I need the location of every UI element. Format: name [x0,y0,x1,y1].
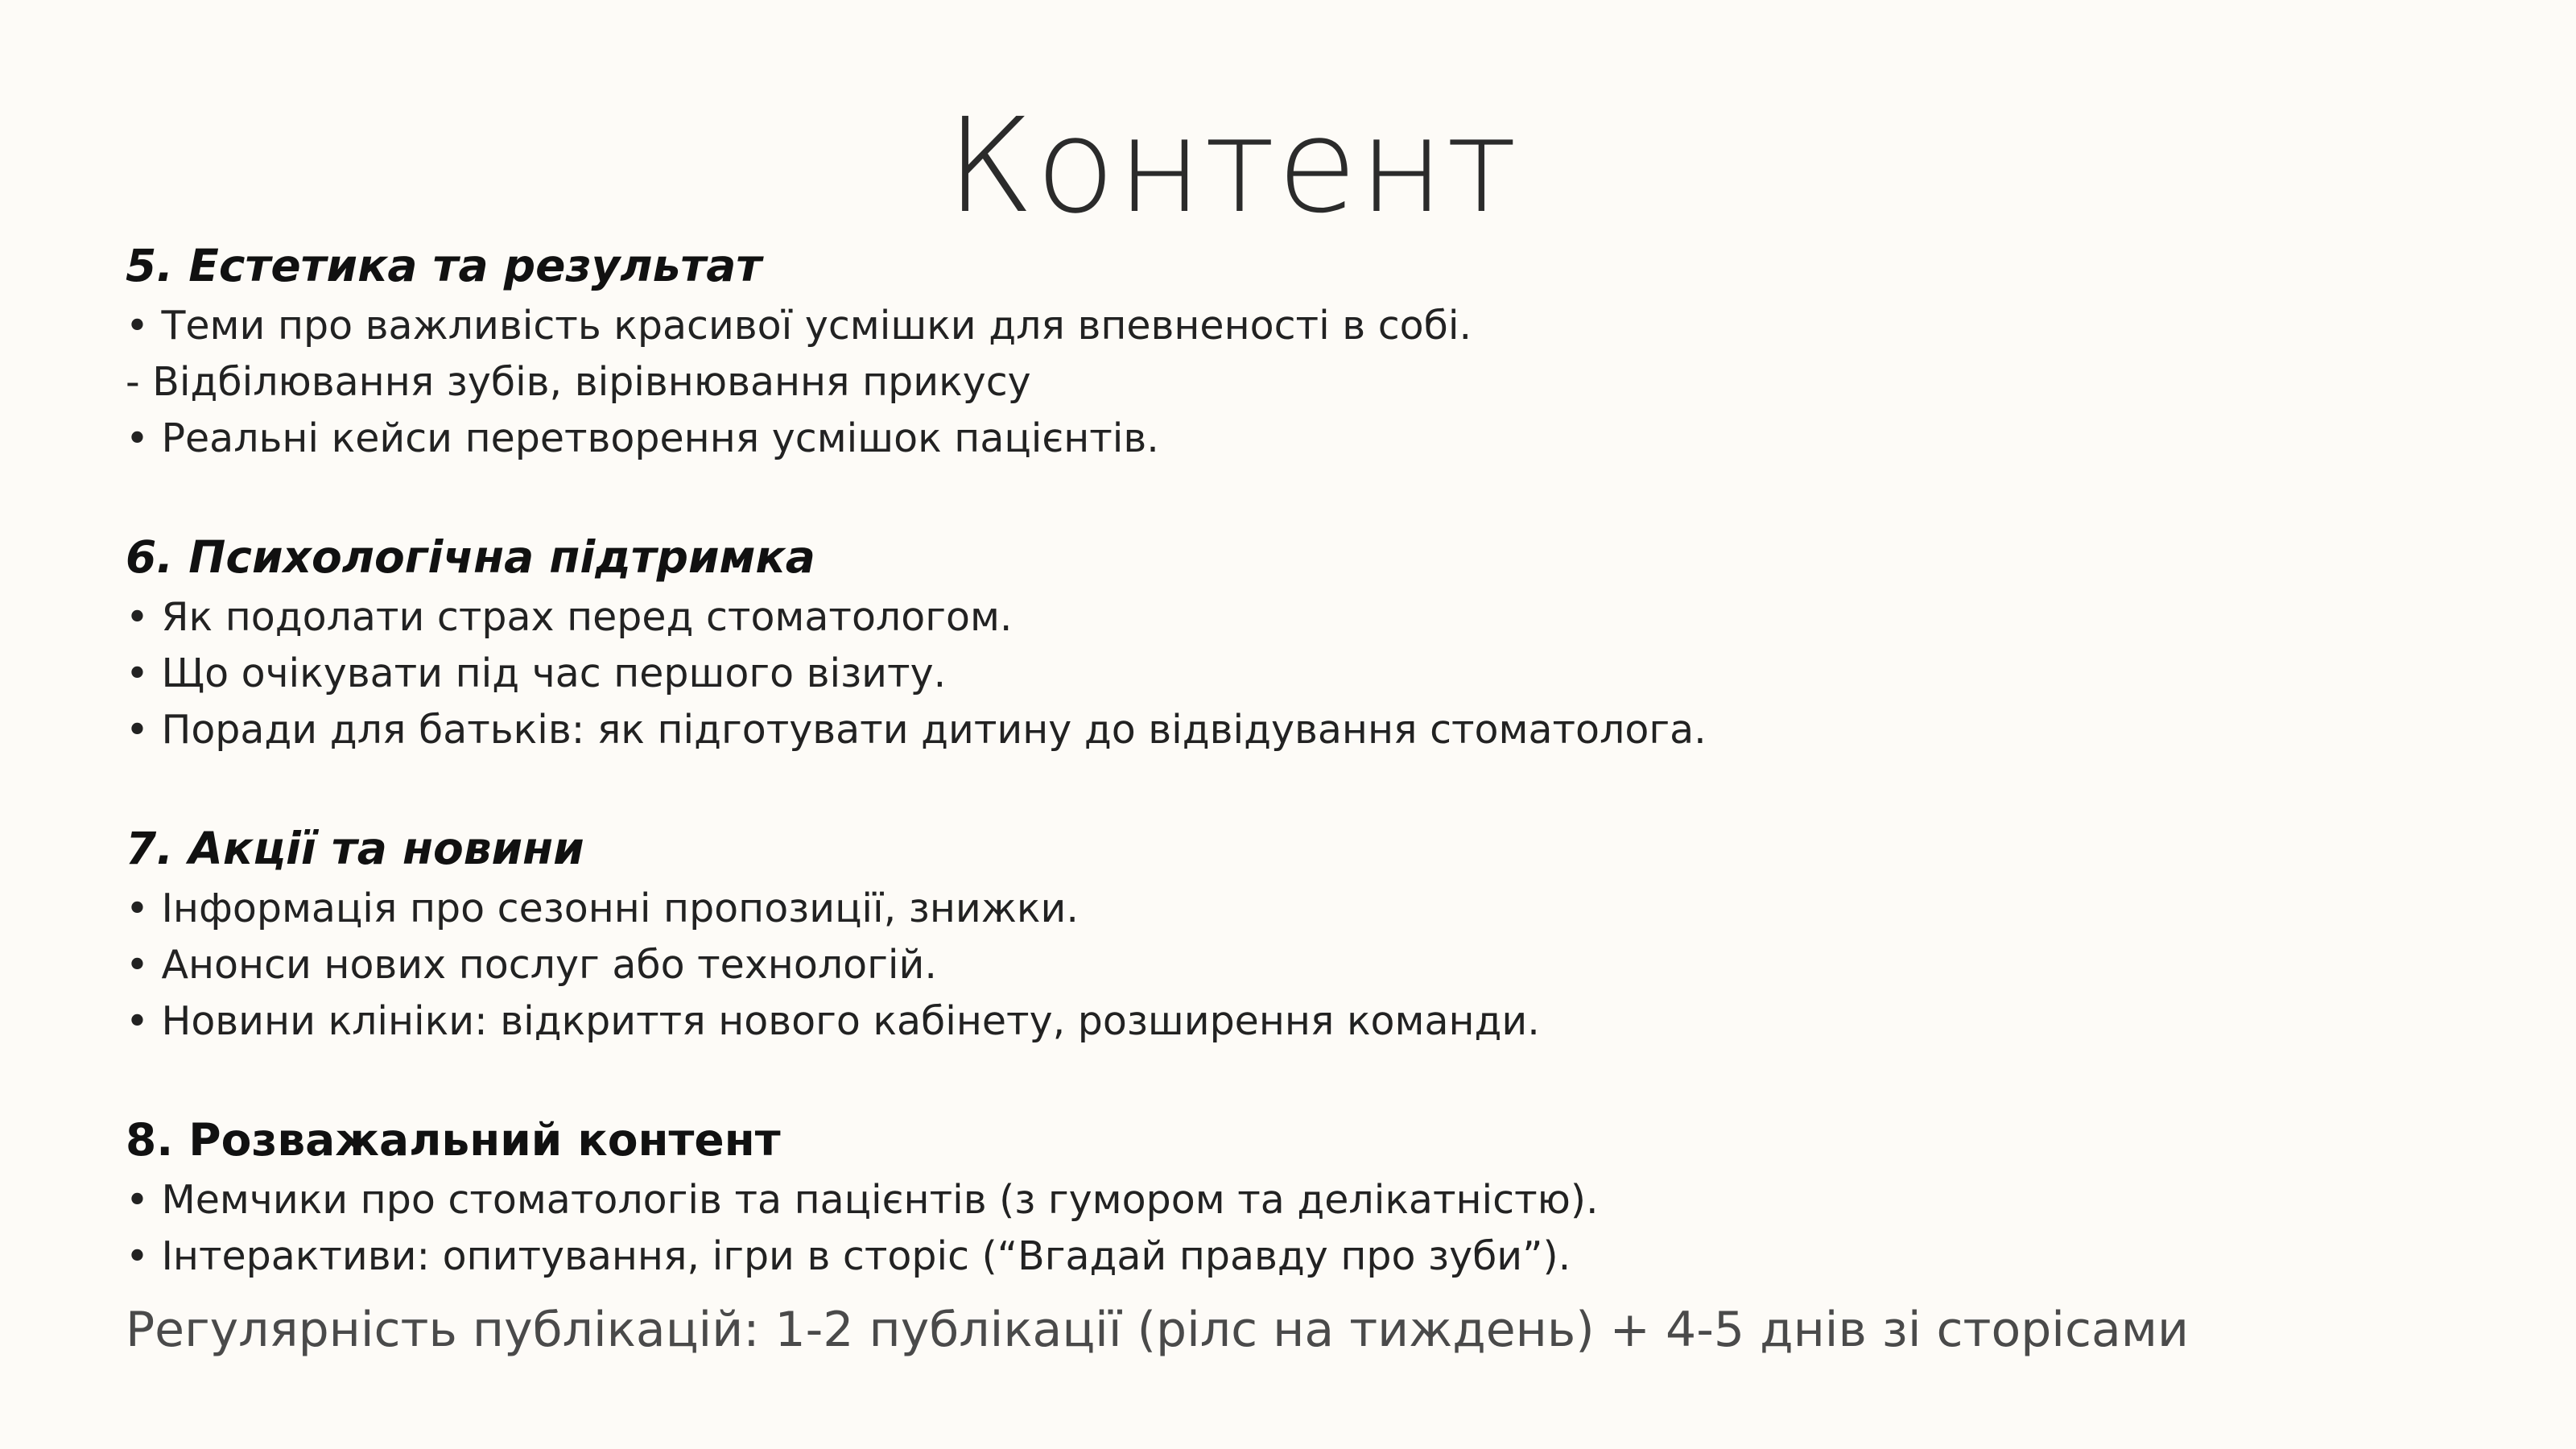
section-aesthetics [126,233,2460,467]
list-item: • Теми про важливість красивої усмішки для впевненості в собі. [126,303,1472,349]
list-item: • Реальні кейси перетворення усмішок пацієнтів. [126,415,1159,461]
list-item: • Як подолати страх перед стоматологом. [126,594,1013,640]
list-item: • Інтерактиви: опитування, ігри в сторіс (“Вгадай правду про зуби”). [126,1233,1571,1279]
content-sections [126,233,2460,1343]
section-heading: 5. Естетика та результат [126,240,762,291]
list-item: • Анонси нових послуг або технологій. [126,942,937,988]
section-heading: 6. Психологічна підтримка [126,531,815,583]
section-psychological-support [126,525,2460,758]
list-item: • Поради для батьків: як підготувати дитину до відвідування стоматолога. [126,707,1707,753]
section-promotions-news [126,816,2460,1050]
section-entertainment [126,1108,2460,1285]
section-heading: 8. Розважальний контент [126,1114,781,1166]
publication-frequency-note: Регулярність публікацій: 1-2 публікації (рілс на тиждень) + 4-5 днів зі сторісами [126,1302,2189,1358]
section-heading: 7. Акції та новини [126,823,584,874]
list-item: • Інформація про сезонні пропозиції, знижки. [126,886,1079,931]
list-item: • Мемчики про стоматологів та пацієнтів (з гумором та делікатністю). [126,1177,1599,1223]
list-item: • Що очікувати під час першого візиту. [126,650,947,696]
list-item: - Відбілювання зубів, вірівнювання прикусу [126,359,1031,405]
slide-title: Контент [946,91,1519,242]
list-item: • Новини клініки: відкриття нового кабінету, розширення команди. [126,998,1540,1044]
